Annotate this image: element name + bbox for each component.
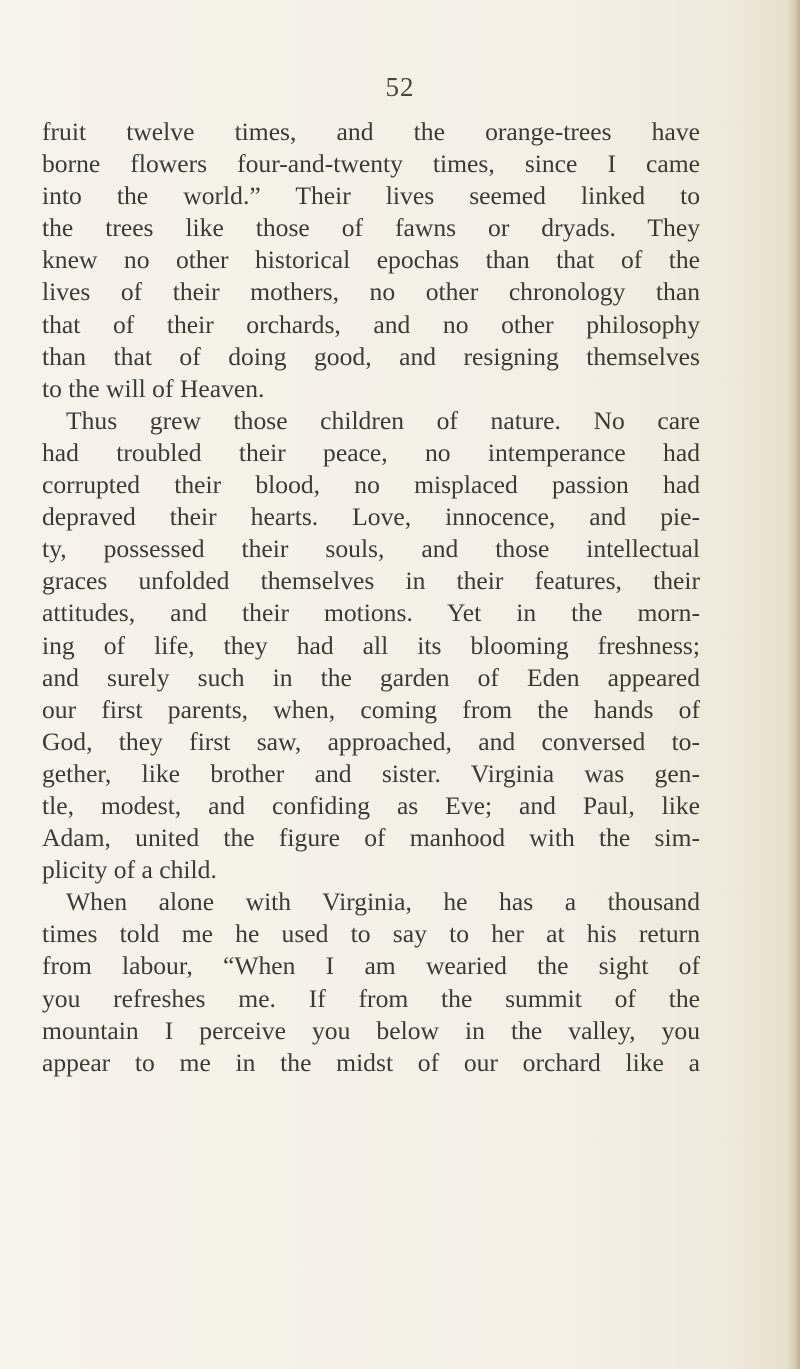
text-line: borne flowers four-and-twenty times, since I came <box>42 149 700 179</box>
text-line: plicity of a child. <box>42 855 217 885</box>
text-line: corrupted their blood, no misplaced passion had <box>42 470 700 500</box>
text-line: than that of doing good, and resigning themselves <box>42 341 700 371</box>
text-line: attitudes, and their motions. Yet in the morn- <box>42 598 700 628</box>
text-line: the trees like those of fawns or dryads. They <box>42 213 700 243</box>
text-line: ing of life, they had all its blooming freshness; <box>42 630 700 660</box>
body-text <box>42 116 700 1079</box>
text-line: lives of their mothers, no other chronology than <box>42 277 700 307</box>
text-line: Adam, united the figure of manhood with the sim- <box>42 823 700 853</box>
paragraph-start-line: When alone with Virginia, he has a thousand <box>66 887 700 917</box>
text-line: our first parents, when, coming from the hands of <box>42 694 700 724</box>
text-line: knew no other historical epochas than that of the <box>42 245 700 275</box>
text-line: you refreshes me. If from the summit of the <box>42 983 700 1013</box>
text-line: that of their orchards, and no other philosophy <box>42 309 700 339</box>
text-line: gether, like brother and sister. Virginia was gen- <box>42 758 700 788</box>
text-line: graces unfolded themselves in their features, their <box>42 566 700 596</box>
text-line: mountain I perceive you below in the valley, you <box>42 1015 700 1045</box>
text-line: times told me he used to say to her at his return <box>42 919 700 949</box>
text-line: tle, modest, and confiding as Eve; and Paul, like <box>42 790 700 820</box>
text-line: fruit twelve times, and the orange-trees have <box>42 117 700 146</box>
page-number: 52 <box>385 72 415 102</box>
text-line: to the will of Heaven. <box>42 373 265 403</box>
text-line: depraved their hearts. Love, innocence, and pie- <box>42 502 700 532</box>
text-line: God, they first saw, approached, and conversed to- <box>42 726 700 756</box>
text-line: from labour, “When I am wearied the sight of <box>42 951 700 981</box>
text-line: ty, possessed their souls, and those intellectual <box>42 534 700 564</box>
text-line: and surely such in the garden of Eden appeared <box>42 662 700 692</box>
paragraph-start-line: Thus grew those children of nature. No care <box>66 405 700 435</box>
text-line: had troubled their peace, no intemperance had <box>42 437 700 467</box>
text-line: into the world.” Their lives seemed linked to <box>42 181 700 211</box>
page-edge-shadow <box>786 0 800 1369</box>
text-line: appear to me in the midst of our orchard like a <box>42 1047 700 1077</box>
